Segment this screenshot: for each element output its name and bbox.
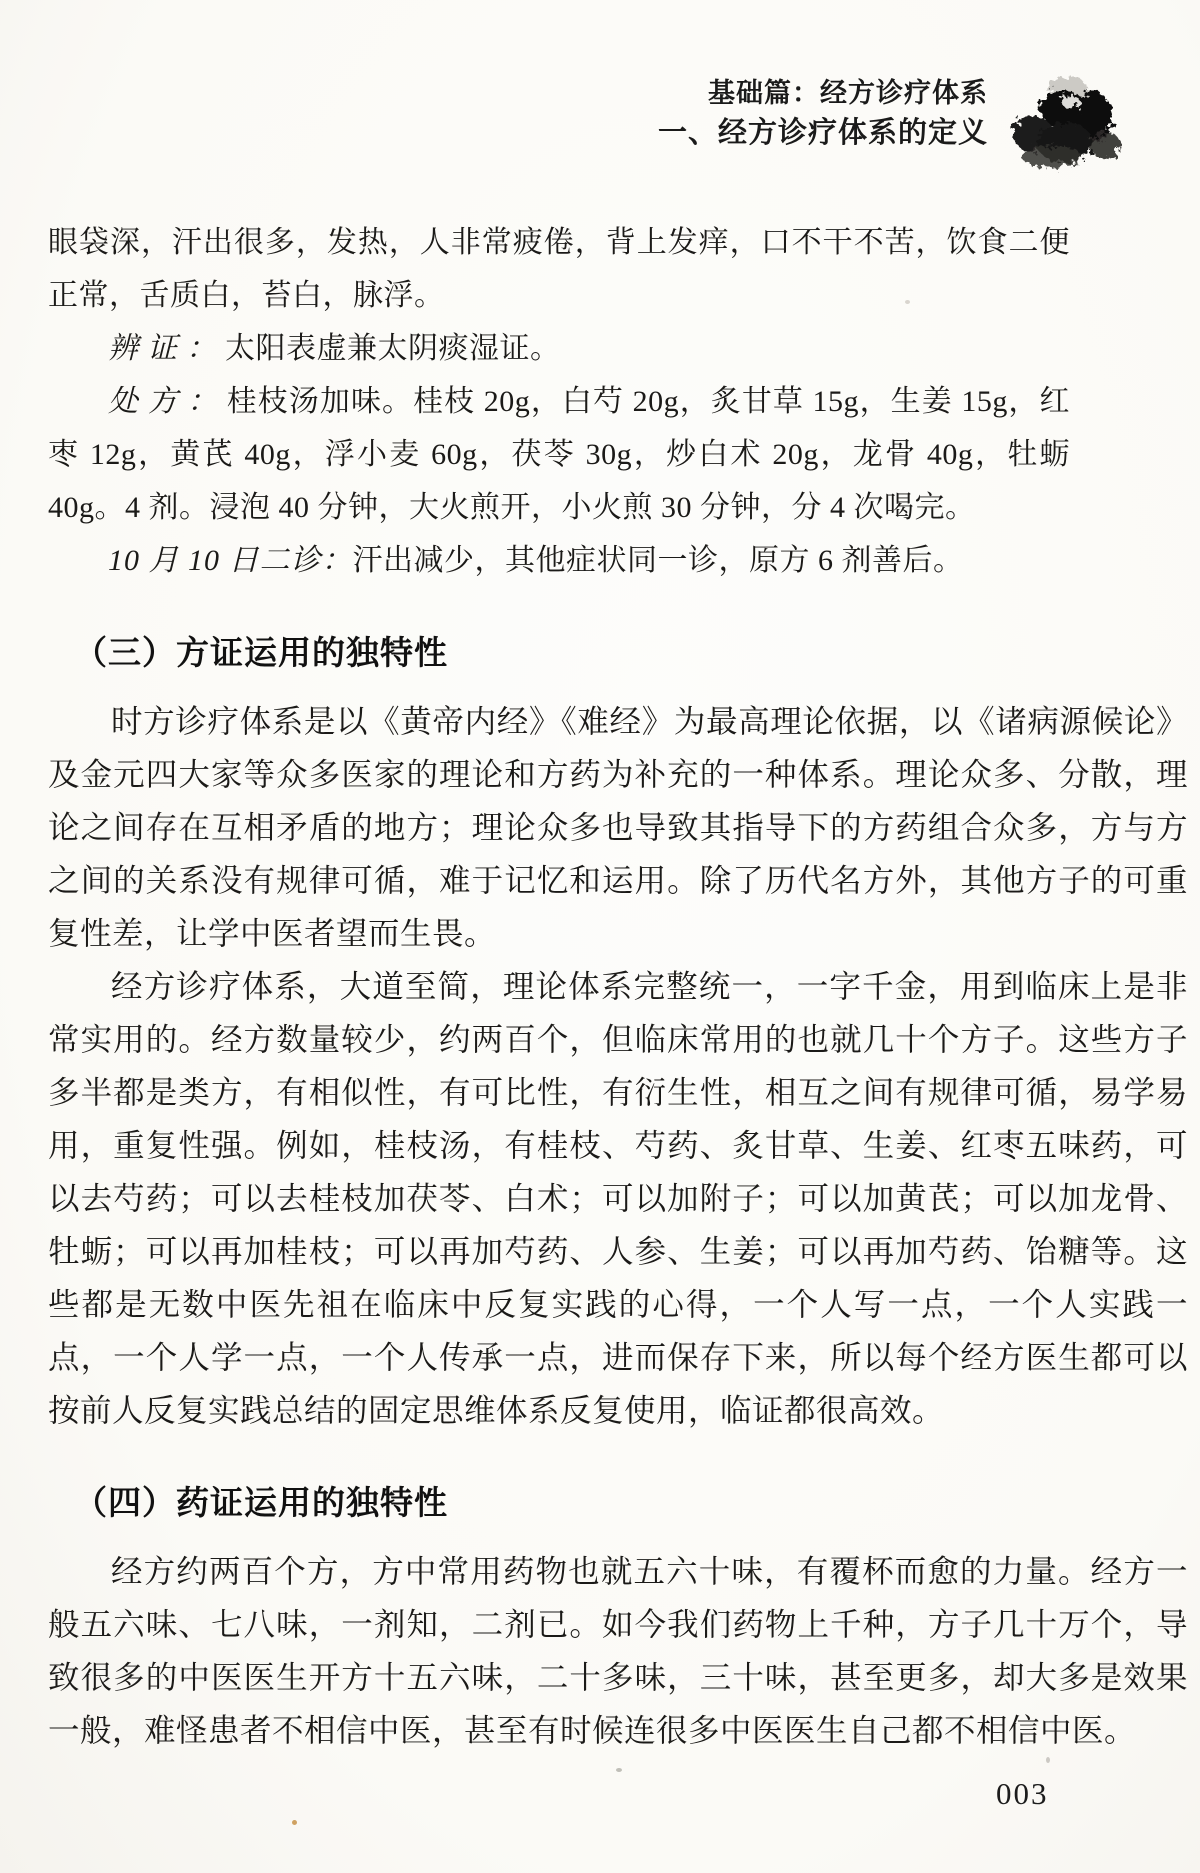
page-number: 003 [996,1776,1049,1811]
section3-paragraph-1: 时方诊疗体系是以《黄帝内经》《难经》为最高理论依据，以《诸病源候论》及金元四大家等众多医家的理论和方药为补充的一种体系。理论众多、分散，理论之间存在互相矛盾的地方；理论众多也导致其指导下的方药组合众多，方与方之间的关系没有规律可循，难于记忆和运用。除了历代名方外，其他方子的可重复性差，让学中医者望而生畏。 [48,704,1188,951]
section3-paragraph-2: 经方诊疗体系，大道至简，理论体系完整统一，一字千金，用到临床上是非常实用的。经方数量较少，约两百个，但临床常用的也就几十个方子。这些方子多半都是类方，有相似性，有可比性，有衍生性，相互之间有规律可循，易学易用，重复性强。例如，桂枝汤，有桂枝、芍药、炙甘草、生姜、红枣五味药，可以去芍药；可以去桂枝加茯苓、白术；可以加附子；可以加黄芪；可以加龙骨、牡蛎；可以再加桂枝；可以再加芍药、人参、生姜；可以再加芍药、饴糖等。这些都是无数中医先祖在临床中反复实践的心得，一个人写一点，一个人实践一点，一个人学一点，一个人传承一点，进而保存下来，所以每个经方医生都可以按前人反复实践总结的固定思维体系反复使用，临证都很高效。 [48,969,1188,1428]
diagnosis-label: 辨证： [108,332,225,365]
scan-speck [1046,1757,1050,1763]
scan-speck [292,1820,297,1825]
running-header [658,76,988,152]
page-body [48,216,1188,1757]
prescription-label: 处方： [108,385,227,418]
ink-wash-flower-image [1008,64,1128,174]
diagnosis-paragraph [48,322,1070,375]
running-title: 基础篇：经方诊疗体系 [708,78,988,108]
section4-paragraph-1: 经方约两百个方，方中常用药物也就五六十味，有覆杯而愈的力量。经方一般五六味、七八味，一剂知，二剂已。如今我们药物上千种，方子几十万个，导致很多的中医医生开方十五六味，二十多味，三十味，甚至更多，却大多是效果一般，难怪患者不相信中医，甚至有时候连很多中医医生自己都不相信中医。 [48,1554,1188,1748]
diagnosis-text: 太阳表虚兼太阴痰湿证。 [225,332,561,365]
chapter-title: 一、经方诊疗体系的定义 [657,117,988,149]
prescription-paragraph [48,375,1070,534]
followup-paragraph [48,534,1070,587]
prescription-text: 桂枝汤加味。桂枝 20g，白芍 20g，炙甘草 15g，生姜 15g，红枣 12g，黄芪 40g，浮小麦 60g，茯苓 30g，炒白术 20g，龙骨 40g，牡蛎 40g。4 剂。浸泡 40 分钟，大火煎开，小火煎 30 分钟，分 4 次喝完。 [48,385,1071,524]
scan-speck [905,300,910,304]
followup-label: 10 月 10 日二诊： [108,544,353,577]
case-continuation-text: 眼袋深，汗出很多，发热，人非常疲倦，背上发痒，口不干不苦，饮食二便正常，舌质白，苔白，脉浮。 [48,226,1070,312]
section-heading-3: （三）方证运用的独特性 [74,634,448,671]
followup-text: 汗出减少，其他症状同一诊，原方 6 剂善后。 [352,544,964,577]
section-heading-4: （四）药证运用的独特性 [74,1484,448,1521]
scan-speck [616,1768,622,1772]
case-continuation-paragraph [48,216,1070,322]
